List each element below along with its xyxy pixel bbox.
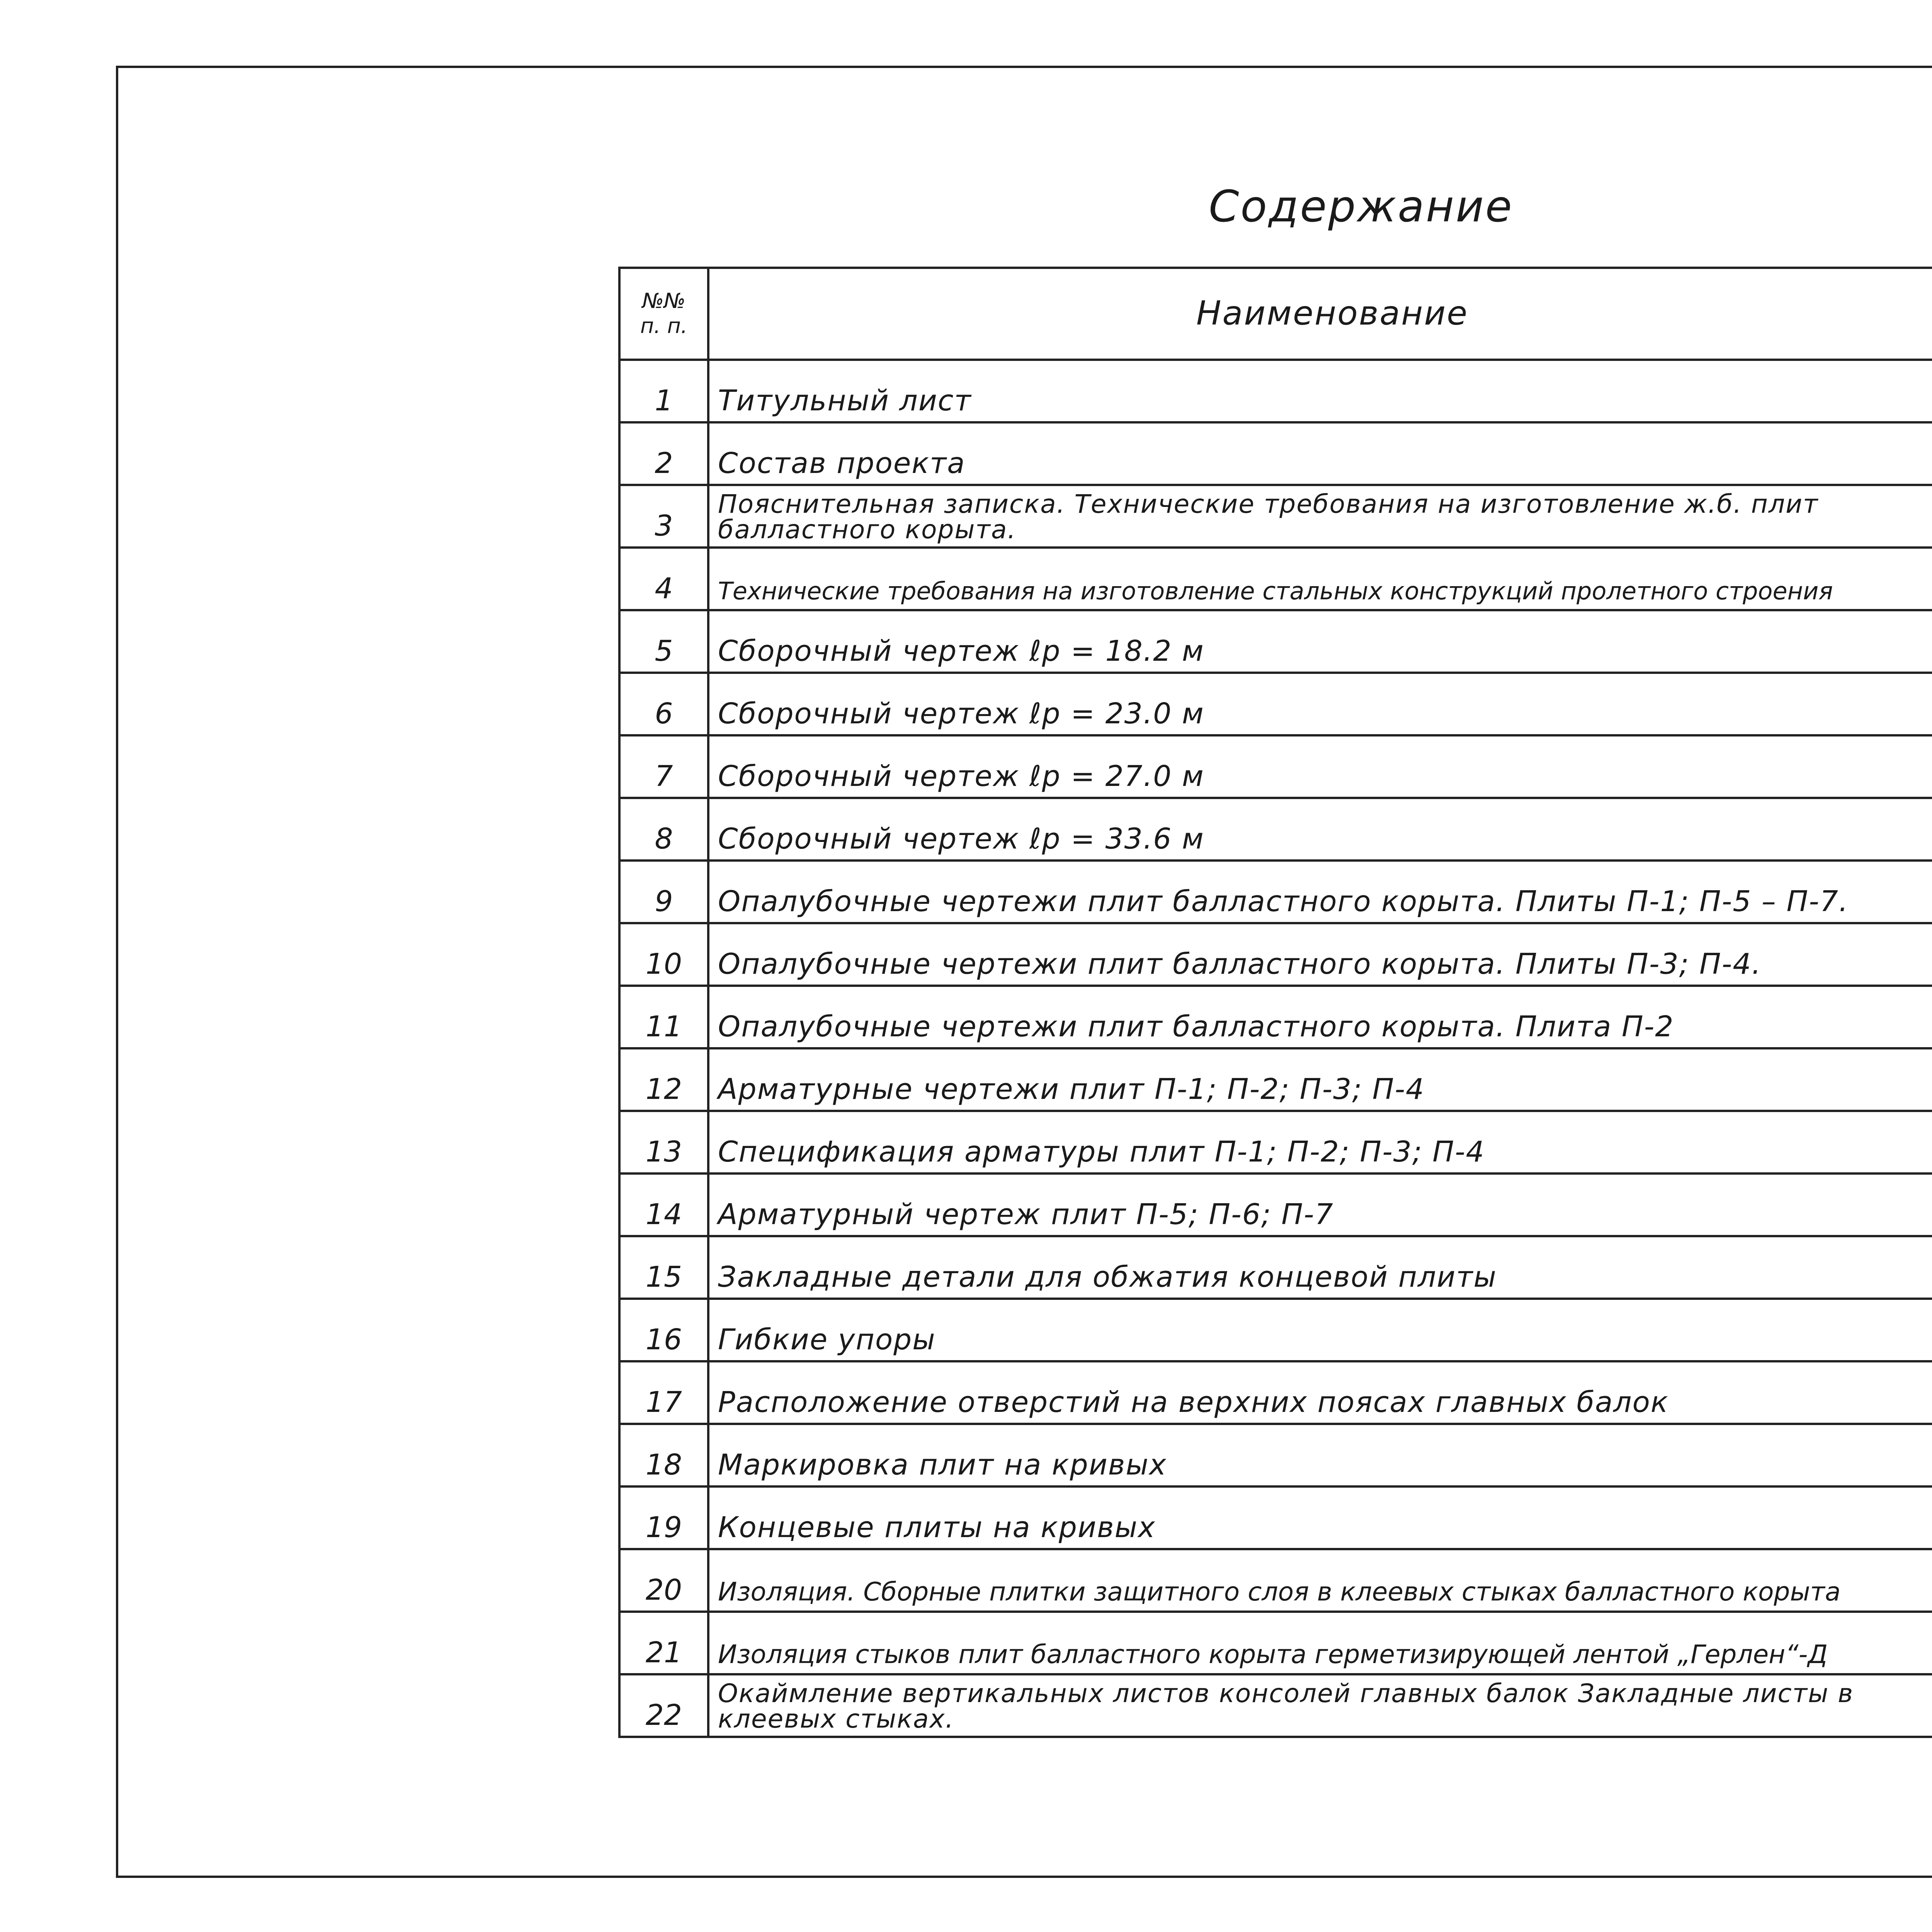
table-header-row <box>619 268 1932 360</box>
row-number: 7 <box>619 735 708 798</box>
row-name: Опалубочные чертежи плит балластного корыта. Плиты П-1; П-5 – П-7. <box>708 861 1932 923</box>
row-number: 2 <box>619 422 708 485</box>
table-row <box>619 1173 1932 1236</box>
row-name: Сборочный чертеж ℓр = 27.0 м <box>708 735 1932 798</box>
row-number: 5 <box>619 610 708 673</box>
table-row <box>619 1486 1932 1549</box>
row-name: Сборочный чертеж ℓр = 23.0 м <box>708 673 1932 735</box>
table-row <box>619 1549 1932 1612</box>
table-row <box>619 1674 1932 1737</box>
row-number: 17 <box>619 1361 708 1424</box>
table-row <box>619 485 1932 548</box>
row-number: 13 <box>619 1111 708 1173</box>
row-number: 20 <box>619 1549 708 1612</box>
row-number: 15 <box>619 1236 708 1299</box>
row-number: 3 <box>619 485 708 548</box>
row-name: Изоляция. Сборные плитки защитного слоя в клеевых стыках балластного корыта <box>708 1549 1932 1612</box>
table-row <box>619 360 1932 422</box>
row-name: Состав проекта <box>708 422 1932 485</box>
row-number: 11 <box>619 986 708 1048</box>
table-row <box>619 1111 1932 1173</box>
contents-table <box>618 267 1932 1738</box>
row-name: Гибкие упоры <box>708 1299 1932 1361</box>
table-row <box>619 861 1932 923</box>
row-name: Пояснительная записка. Технические требования на изготовление ж.б. плит балластного корыта. <box>708 485 1932 548</box>
row-name: Закладные детали для обжатия концевой плиты <box>708 1236 1932 1299</box>
row-name: Маркировка плит на кривых <box>708 1424 1932 1486</box>
row-number: 22 <box>619 1674 708 1737</box>
row-name: Титульный лист <box>708 360 1932 422</box>
row-number: 21 <box>619 1612 708 1674</box>
row-name: Арматурный чертеж плит П-5; П-6; П-7 <box>708 1173 1932 1236</box>
row-number: 6 <box>619 673 708 735</box>
row-number: 12 <box>619 1048 708 1111</box>
table-row <box>619 1612 1932 1674</box>
row-name: Опалубочные чертежи плит балластного корыта. Плита П-2 <box>708 986 1932 1048</box>
row-name: Окаймление вертикальных листов консолей главных балок Закладные листы в клеевых стыках. <box>708 1674 1932 1737</box>
table-row <box>619 798 1932 861</box>
row-name: Опалубочные чертежи плит балластного корыта. Плиты П-3; П-4. <box>708 923 1932 986</box>
table-row <box>619 1048 1932 1111</box>
row-number: 18 <box>619 1424 708 1486</box>
table-row <box>619 610 1932 673</box>
table-row <box>619 673 1932 735</box>
table-row <box>619 986 1932 1048</box>
table-row <box>619 923 1932 986</box>
table-row <box>619 735 1932 798</box>
row-number: 4 <box>619 548 708 610</box>
header-number: №№ п. п. <box>619 268 708 360</box>
table-row <box>619 1424 1932 1486</box>
row-name: Технические требования на изготовление стальных конструкций пролетного строения <box>708 548 1932 610</box>
table-row <box>619 1236 1932 1299</box>
row-number: 16 <box>619 1299 708 1361</box>
row-name: Спецификация арматуры плит П-1; П-2; П-3; П-4 <box>708 1111 1932 1173</box>
row-number: 1 <box>619 360 708 422</box>
row-number: 14 <box>619 1173 708 1236</box>
table-row <box>619 1361 1932 1424</box>
row-name: Сборочный чертеж ℓр = 18.2 м <box>708 610 1932 673</box>
page-title: Содержание <box>1209 182 1514 232</box>
table-row <box>619 1299 1932 1361</box>
table-row <box>619 422 1932 485</box>
row-name: Расположение отверстий на верхних поясах главных балок <box>708 1361 1932 1424</box>
row-name: Сборочный чертеж ℓр = 33.6 м <box>708 798 1932 861</box>
row-number: 8 <box>619 798 708 861</box>
row-number: 19 <box>619 1486 708 1549</box>
header-name: Наименование <box>708 268 1932 360</box>
row-number: 10 <box>619 923 708 986</box>
row-number: 9 <box>619 861 708 923</box>
row-name: Изоляция стыков плит балластного корыта герметизирующей лентой „Герлен“-Д <box>708 1612 1932 1674</box>
row-name: Арматурные чертежи плит П-1; П-2; П-3; П-4 <box>708 1048 1932 1111</box>
row-name: Концевые плиты на кривых <box>708 1486 1932 1549</box>
table-row <box>619 548 1932 610</box>
